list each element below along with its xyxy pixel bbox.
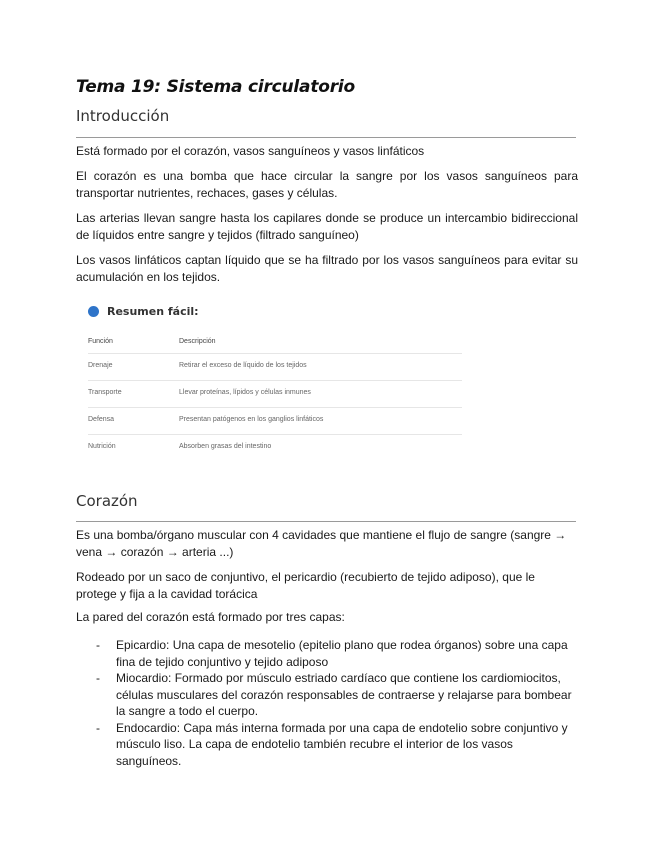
paragraph: La pared del corazón está formado por tres capas: [76, 610, 345, 624]
table-header-description: Descripción [179, 338, 216, 345]
table-cell-description: Retirar el exceso de líquido de los tejidos [179, 362, 307, 369]
section-heading-intro: Introducción [76, 107, 170, 125]
page-title: Tema 19: Sistema circulatorio [76, 77, 356, 97]
paragraph: Los vasos linfáticos captan líquido que se ha filtrado por los vasos sanguíneos para evitar su acumulación en los tejidos. [76, 253, 578, 284]
list-item [96, 670, 578, 720]
section-heading-heart: Corazón [76, 492, 138, 510]
paragraph: Las arterias llevan sangre hasta los capilares donde se produce un intercambio bidireccional de líquidos entre sangre y tejidos (filtrado sanguíneo) [76, 211, 578, 242]
table-cell-function: Nutrición [88, 443, 116, 450]
paragraph: El corazón es una bomba que hace circular la sangre por los vasos sanguíneos para transportar nutrientes, rechaces, gases y células. [76, 169, 578, 200]
paragraph: Está formado por el corazón, vasos sanguíneos y vasos linfáticos [76, 144, 425, 158]
table-divider [88, 380, 462, 381]
list-item-text: Endocardio: Capa más interna formada por una capa de endotelio sobre conjuntivo y músculo liso. La capa de endotelio también recubre el interior de los vasos sanguíneos. [116, 720, 568, 768]
list-item-text: Epicardio: Una capa de mesotelio (epitelio plano que rodea órganos) sobre una capa fina de tejido conjuntivo y tejido adiposo [116, 638, 568, 669]
list-bullet: - [96, 720, 100, 735]
summary-header [88, 305, 199, 318]
paragraph: Rodeado por un saco de conjuntivo, el pericardio (recubierto de tejido adiposo), que le protege y fija a la cavidad torácica [76, 570, 535, 601]
section-divider [76, 137, 576, 138]
table-header-function: Función [88, 338, 113, 345]
table-cell-description: Llevar proteínas, lípidos y células inmunes [179, 389, 311, 396]
list-bullet: - [96, 671, 100, 685]
table-cell-function: Drenaje [88, 362, 113, 369]
list-item-text: Miocardio: Formado por músculo estriado cardíaco que contiene los cardiomiocitos, células musculares del corazón responsables de contraerse y relajarse para bombear la sangre a todo el cuerpo. [116, 671, 572, 718]
section-divider [76, 521, 576, 522]
paragraph: Es una bomba/órgano muscular con 4 cavidades que mantiene el flujo de sangre (sangre → vena → corazón → arteria ...) [76, 528, 567, 559]
bullet-dot-icon [88, 306, 99, 317]
summary-title: Resumen fácil: [107, 305, 199, 318]
table-divider [88, 407, 462, 408]
table-cell-description: Presentan patógenos en los ganglios linfáticos [179, 416, 324, 423]
layers-list [96, 637, 578, 769]
list-item [96, 720, 578, 770]
table-divider [88, 353, 462, 354]
table-cell-description: Absorben grasas del intestino [179, 443, 272, 450]
table-cell-function: Transporte [88, 389, 122, 396]
list-bullet: - [96, 638, 100, 652]
table-divider [88, 434, 462, 435]
list-item [96, 637, 578, 670]
table-cell-function: Defensa [88, 416, 115, 423]
